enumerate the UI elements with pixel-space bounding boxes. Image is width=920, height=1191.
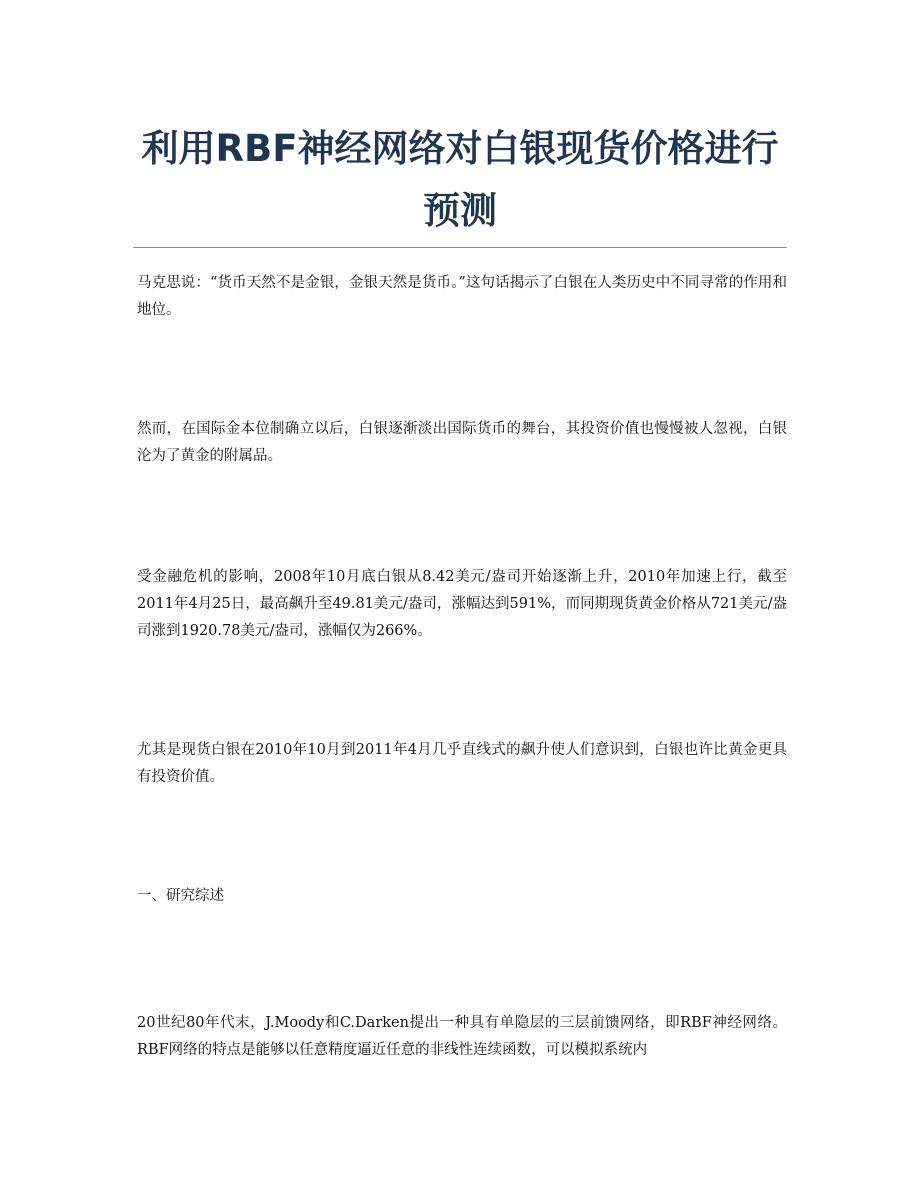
- paragraph-silver-surge: 尤其是现货白银在2010年10月到2011年4月几乎直线式的飙升使人们意识到，白银也许比黄金更具有投资价值。: [137, 742, 787, 785]
- document-title: 利用RBF神经网络对白银现货价格进行预测: [141, 127, 779, 232]
- paragraph-marx-quote: 马克思说：“货币天然不是金银，金银天然是货币。”这句话揭示了白银在人类历史中不同寻常的作用和地位。: [137, 275, 787, 318]
- paragraph-financial-crisis: 受金融危机的影响，2008年10月底白银从8.42美元/盎司开始逐渐上升，2010年加速上行，截至2011年4月25日，最高飙升至49.81美元/盎司，涨幅达到591%，而同期现货黄金价格从721美元/盎司涨到1920.78美元/盎司，涨幅仅为266%。: [137, 569, 787, 639]
- paragraph-gold-standard: 然而，在国际金本位制确立以后，白银逐渐淡出国际货币的舞台，其投资价值也慢慢被人忽视，白银沦为了黄金的附属品。: [137, 421, 787, 464]
- section-heading-research-review: 一、研究综述: [137, 888, 224, 904]
- paragraph-rbf-network: 20世纪80年代末，J.Moody和C.Darken提出一种具有单隐层的三层前馈网络，即RBF神经网络。RBF网络的特点是能够以任意精度逼近任意的非线性连续函数，可以模拟系统内: [137, 1015, 787, 1058]
- title-divider: [133, 247, 787, 248]
